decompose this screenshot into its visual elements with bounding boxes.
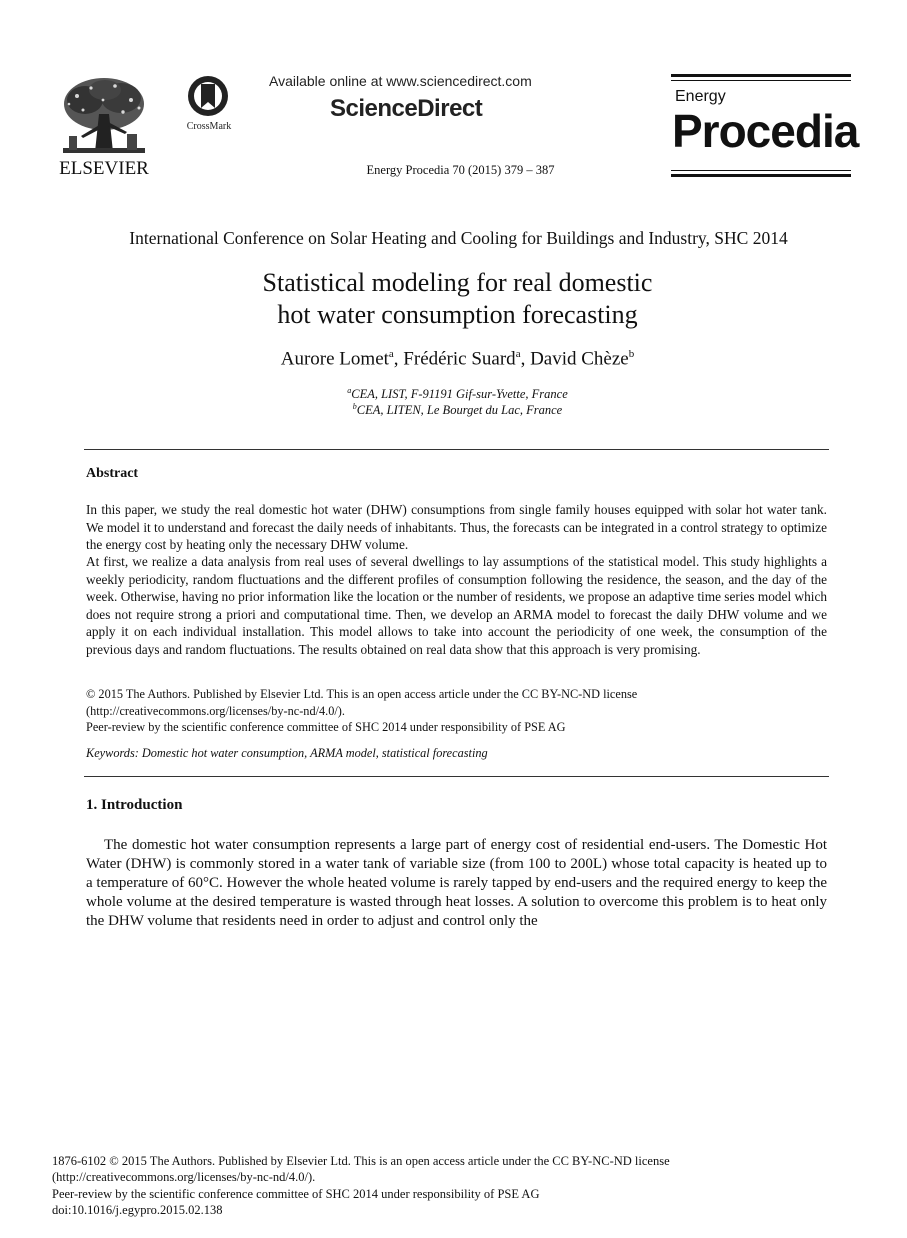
abstract-paragraph: At first, we realize a data analysis from real uses of several dwellings to lay assumptions of the statistical model. This study highlights a weekly periodicity, random fluctuations and the different profiles of consumption following the residence, the season, and the day of the week. Otherwise, having no prior information like the location or the number of residents, we propose an adaptive time series model which does not require strong a priori and computational time. Then, we develop an ARMA model to forecast the daily DHW volume and we apply it on each individual installation. This model allows to take into account the periodicity of one week, the consumption of the previous days and random fluctuations. The results obtained on real data show that this approach is very promising. bbox=[86, 554, 827, 657]
copyright-notice bbox=[86, 686, 827, 719]
elsevier-wordmark: ELSEVIER bbox=[59, 158, 149, 178]
journal-logo-energy: Energy bbox=[675, 88, 726, 105]
affiliation-b bbox=[0, 402, 907, 418]
journal-logo-procedia: Procedia bbox=[672, 105, 859, 157]
crossmark-label: CrossMark bbox=[186, 121, 232, 132]
affiliation-a bbox=[0, 386, 907, 402]
footer-license-link[interactable]: (http://creativecommons.org/licenses/by-nc-nd/4.0/). bbox=[52, 1170, 316, 1184]
logo-rule bbox=[671, 80, 851, 81]
crossmark-icon bbox=[178, 74, 240, 134]
author-list bbox=[0, 348, 907, 370]
introduction-paragraph: The domestic hot water consumption represents a large part of energy cost of residential end-users. The Domestic Hot Water (DHW) is commonly stored in a water tank of variable size (from 100 to 200L) whose total capacity is heated up to a temperature of 60°C. However the whole heated volume is rarely tapped by end-users and the required energy to keep the whole volume at the desired temperature is wasted through heat losses. A solution to overcome this problem is to heat only the DHW volume that residents need in order to adjust and control only the bbox=[86, 837, 827, 929]
author-affil-mark: b bbox=[628, 348, 635, 360]
section-heading-introduction: 1. Introduction bbox=[86, 797, 183, 813]
abstract-heading: Abstract bbox=[86, 466, 139, 481]
paper-title-line-1: Statistical modeling for real domestic bbox=[262, 268, 653, 297]
conference-name: International Conference on Solar Heating and Cooling for Buildings and Industry, SHC 2014 bbox=[129, 228, 788, 248]
affiliation-mark: a bbox=[347, 386, 352, 395]
sciencedirect-logo[interactable]: ScienceDirect bbox=[330, 95, 483, 122]
crossmark-badge[interactable] bbox=[178, 74, 240, 134]
abstract-paragraph: In this paper, we study the real domestic hot water (DHW) consumptions from single family houses equipped with solar hot water tank. We model it to understand and forecast the daily needs of inhabitants. Thus, the forecasts can be integrated in a control strategy to optimize the energy cost by heating only the necessary DHW volume. bbox=[86, 502, 827, 552]
copyright-text: © 2015 The Authors. Published by Elsevier Ltd. This is an open access article under the CC BY-NC-ND license bbox=[86, 687, 638, 701]
author-affil-mark: a bbox=[388, 348, 394, 360]
logo-rule bbox=[671, 74, 851, 77]
author-separator: , bbox=[393, 348, 404, 370]
journal-reference: Energy Procedia 70 (2015) 379 – 387 bbox=[366, 163, 555, 177]
paper-title-line-2: hot water consumption forecasting bbox=[277, 300, 638, 329]
footer-issn-copyright: 1876-6102 © 2015 The Authors. Published by Elsevier Ltd. This is an open access article under the CC BY-NC-ND license bbox=[52, 1154, 670, 1168]
divider bbox=[84, 776, 829, 777]
author-separator: , bbox=[520, 348, 531, 370]
footer-doi[interactable]: doi:10.1016/j.egypro.2015.02.138 bbox=[52, 1203, 223, 1217]
peer-review-note: Peer-review by the scientific conference committee of SHC 2014 under responsibility of PSE AG bbox=[86, 720, 566, 734]
license-link[interactable]: (http://creativecommons.org/licenses/by-nc-nd/4.0/). bbox=[86, 703, 345, 718]
author-name: Aurore Lomet bbox=[280, 348, 389, 370]
logo-rule bbox=[671, 170, 851, 171]
logo-rule bbox=[671, 174, 851, 177]
keywords: Keywords: Domestic hot water consumption, ARMA model, statistical forecasting bbox=[86, 746, 488, 760]
author-name: Frédéric Suard bbox=[403, 348, 516, 370]
footer-peer-review: Peer-review by the scientific conference committee of SHC 2014 under responsibility of PSE AG bbox=[52, 1187, 540, 1201]
affiliation-text: CEA, LITEN, Le Bourget du Lac, France bbox=[356, 403, 563, 418]
affiliation-mark: b bbox=[352, 402, 357, 411]
available-online-text: Available online at www.sciencedirect.com bbox=[269, 73, 532, 89]
divider bbox=[84, 449, 829, 450]
author-affil-mark: a bbox=[515, 348, 521, 360]
author-name: David Chèze bbox=[530, 348, 629, 370]
affiliation-text: CEA, LIST, F-91191 Gif-sur-Yvette, France bbox=[351, 387, 568, 402]
